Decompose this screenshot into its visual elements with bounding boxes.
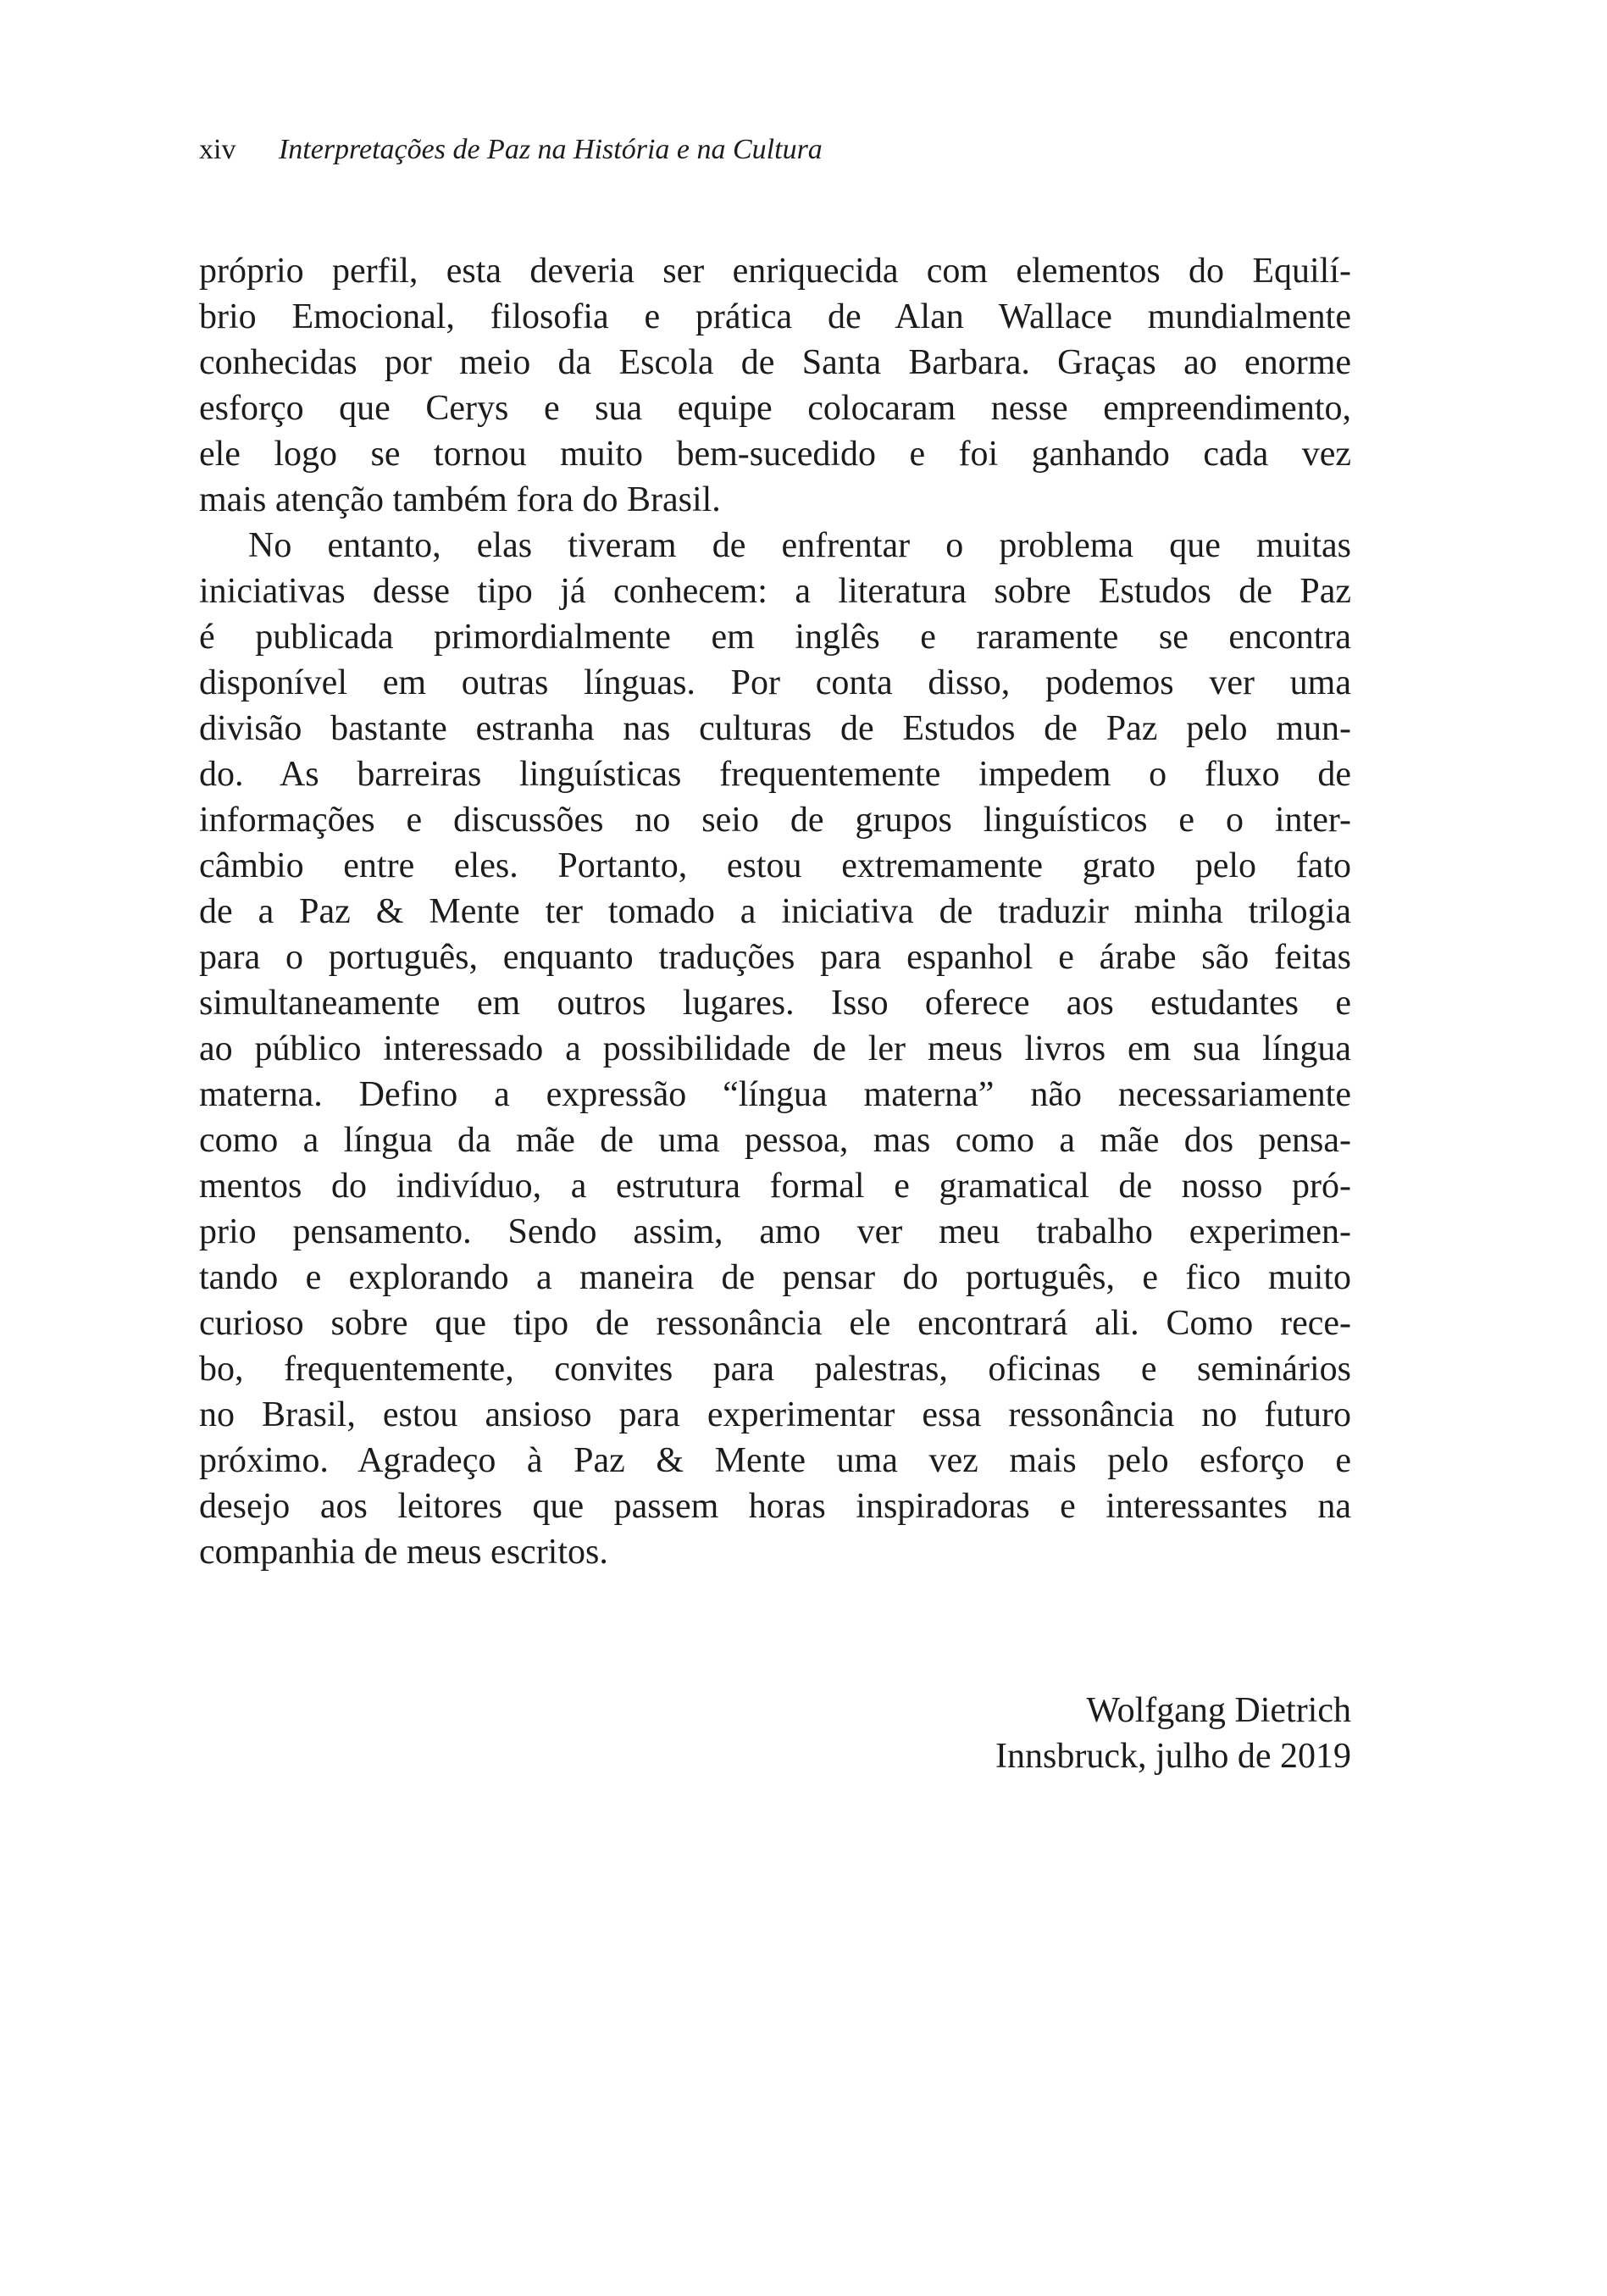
text-line: brio Emocional, filosofia e prática de Alan Wallace mundialmente <box>199 297 1351 336</box>
text-line: desejo aos leitores que passem horas inspiradoras e interessantes na <box>199 1487 1351 1526</box>
text-line: informações e discussões no seio de grupos linguísticos e o inter- <box>199 801 1351 840</box>
text-line: conhecidas por meio da Escola de Santa Barbara. Graças ao enorme <box>199 343 1351 382</box>
running-head <box>199 129 1351 171</box>
text-line: no Brasil, estou ansioso para experimentar essa ressonância no futuro <box>199 1395 1351 1434</box>
text-line: companhia de meus escritos. <box>199 1533 608 1572</box>
text-line: ele logo se tornou muito bem-sucedido e foi ganhando cada vez <box>199 435 1351 474</box>
body-text <box>199 248 1351 1575</box>
text-line: prio pensamento. Sendo assim, amo ver meu trabalho experimen- <box>199 1212 1351 1251</box>
paragraph-2 <box>199 523 1351 1575</box>
text-line: mais atenção também fora do Brasil. <box>199 480 721 519</box>
text-line: iniciativas desse tipo já conhecem: a literatura sobre Estudos de Paz <box>199 572 1351 611</box>
text-line: de a Paz & Mente ter tomado a iniciativa de traduzir minha trilogia <box>199 892 1351 931</box>
author-name: Wolfgang Dietrich <box>1086 1691 1351 1730</box>
place-date: Innsbruck, julho de 2019 <box>995 1737 1351 1776</box>
text-line: ao público interessado a possibilidade de ler meus livros em sua língua <box>199 1029 1351 1068</box>
text-line: simultaneamente em outros lugares. Isso oferece aos estudantes e <box>199 984 1351 1023</box>
text-line: do. As barreiras linguísticas frequentemente impedem o fluxo de <box>199 755 1351 794</box>
text-line: para o português, enquanto traduções para espanhol e árabe são feitas <box>199 938 1351 977</box>
text-line: bo, frequentemente, convites para palestras, oficinas e seminários <box>199 1350 1351 1389</box>
paragraph-1 <box>199 248 1351 523</box>
text-line: como a língua da mãe de uma pessoa, mas como a mãe dos pensa- <box>199 1121 1351 1160</box>
text-line: esforço que Cerys e sua equipe colocaram nesse empreendimento, <box>199 389 1351 428</box>
text-line: próximo. Agradeço à Paz & Mente uma vez mais pelo esforço e <box>199 1441 1351 1480</box>
text-line: disponível em outras línguas. Por conta disso, podemos ver uma <box>199 663 1351 702</box>
text-line: é publicada primordialmente em inglês e raramente se encontra <box>199 618 1351 657</box>
text-line: materna. Defino a expressão “língua materna” não necessariamente <box>199 1075 1351 1114</box>
text-line: próprio perfil, esta deveria ser enriquecida com elementos do Equilí- <box>199 252 1351 291</box>
text-line: curioso sobre que tipo de ressonância ele encontrará ali. Como rece- <box>199 1304 1351 1343</box>
text-line: divisão bastante estranha nas culturas de Estudos de Paz pelo mun- <box>199 709 1351 748</box>
signature-block <box>995 1688 1351 1779</box>
book-title: Interpretações de Paz na História e na Cultura <box>278 134 823 165</box>
text-line: tando e explorando a maneira de pensar do português, e fico muito <box>199 1258 1351 1297</box>
text-line: No entanto, elas tiveram de enfrentar o problema que muitas <box>248 526 1351 565</box>
text-line: mentos do indivíduo, a estrutura formal e gramatical de nosso pró- <box>199 1167 1351 1206</box>
text-line: câmbio entre eles. Portanto, estou extremamente grato pelo fato <box>199 846 1351 885</box>
page-number: xiv <box>199 134 236 165</box>
